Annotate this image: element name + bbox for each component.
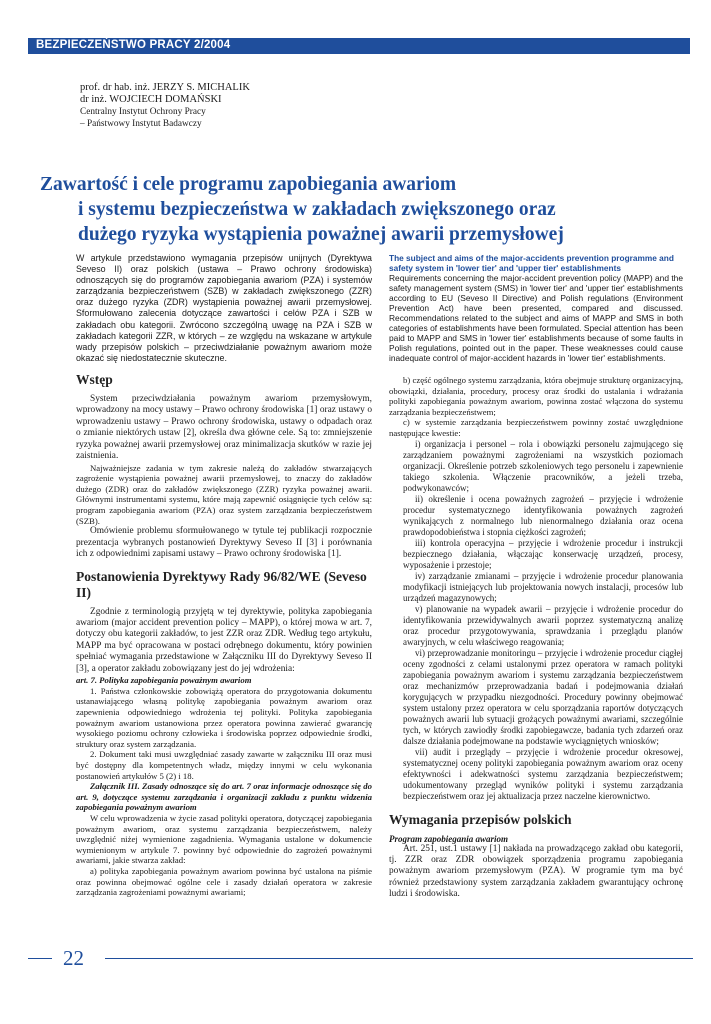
art7-paragraph-2: 2. Dokument taki musi uwzględniać zasady zawarte w załączniku III oraz musi być dostępny dla kompetentnych władz, między innymi w celu wykonania postanowień artykułów 5 (2) i 18. — [76, 749, 372, 781]
pl-subheading: Program zapobiegania awariom — [389, 833, 509, 844]
list-item-iv: iv) zarządzanie zmianami – przyjęcie i wdrożenie procedur planowania modyfikacji istniejących lub projektowania nowych instalacji, procesów lub urządzeń magazynowych; — [403, 570, 683, 603]
seveso-heading: Postanowienia Dyrektywy Rady 96/82/WE (Seveso II) — [76, 568, 367, 600]
author-1: prof. dr hab. inż. JERZY S. MICHALIK — [80, 82, 250, 93]
journal-header: BEZPIECZEŃSTWO PRACY 2/2004 — [36, 39, 231, 51]
author-2: dr inż. WOJCIECH DOMAŃSKI — [80, 94, 222, 105]
right-column — [389, 253, 683, 901]
list-item-i: i) organizacja i personel – rola i obowiązki personelu zajmującego się zarządzaniem poważnymi zagrożeniami na wszystkich poziomach organizacji. Określenie potrzeb szkoleniowych tego personelu i zapewnienie takiego szkolenia. Włączenie pracowników, a jeżeli trzeba, podwykonawców; — [403, 438, 683, 493]
list-item-iii: iii) kontrola operacyjna – przyjęcie i wdrożenie procedur i instrukcji bezpiecznego działania, włączając konserwację urządzeń, procesy, wyposażenie i przestoje; — [403, 537, 683, 570]
art7-paragraph-1: 1. Państwa członkowskie zobowiążą operatora do przygotowania dokumentu ustanawiającego własną politykę zapobiegania poważnym awariom oraz zapewnienia odpowiedniego wdrożenia tej polityki. Polityka zapobiegania poważnym awariom ustanowiona przez operatora powinna zawierać gwarancję wysokiego poziomu ochrony człowieka i środowiska poprzez odpowiednie środki, struktury oraz system zarządzania. — [76, 685, 372, 749]
pl-paragraph-1: Art. 251, ust.1 ustawy [1] nakłada na prowadzącego zakład obu kategorii, tj. ZZR oraz ZDR obowiązek sporządzenia programu zapobiegania poważnym awariom przemysłowym (PZA). W programie tym ma być również przedstawiony system zarządzania zakładem gwarantujący ochronę ludzi i środowiska. — [389, 843, 683, 900]
seveso-paragraph-1: Zgodnie z terminologią przyjętą w tej dyrektywie, polityka zapobiegania awariom (major accident prevention policy – MAPP), o której mowa w art. 7, dotyczy obu kategorii zakładów, to jest ZZR oraz ZDR. Według tego artykułu, MAPP ma być opracowana w postaci odrębnego dokumentu, który powinien spełniać wymagania przedstawione w Załączniku III do Dyrektywy Seveso II [3], a operator zakładu zobowiązany jest do jej wdrożenia: — [76, 606, 372, 674]
annex3-title: Załącznik III. Zasady odnoszące się do art. 7 oraz informacje odnoszące się do art. 9, dotyczące systemu zarządzania i organizacji zakładu z punktu widzenia zapobiegania poważnym awariom — [76, 781, 372, 813]
title-line-2: i systemu bezpieczeństwa w zakładach zwiększonego oraz — [78, 199, 556, 220]
page-number: 22 — [63, 946, 84, 970]
footer-rule — [105, 958, 693, 959]
list-item-vii: vii) audit i przeglądy – przyjęcie i wdrożenie procedur okresowej, systematycznej oceny polityki zapobiegania poważnym awariom oraz oceny efektywności i adekwatności systemu zarządzania bezpieczeństwem; udokumentowany przegląd wyników polityki i systemu zarządzania bezpieczeństwem oraz jej aktualizacja przez naczelne kierownictwo. — [403, 746, 683, 801]
institution-1: Centralny Instytut Ochrony Pracy — [80, 107, 206, 117]
abstract-pl: W artykule przedstawiono wymagania przepisów unijnych (Dyrektywa Seveso II) oraz polskich (ustawa – Prawo ochrony środowiska) odnoszących się do programów zapobiegania awariom (PZA) i systemów zarządzania bezpieczeństwem (SZB) w zakładach zwiększonego (ZZR) oraz dużego ryzyka (ZDR) wystąpienia poważnej awarii przemysłowej. Sformułowano zalecenia dotyczące zawartości i celów PZA i SZB w zakładach obu kategorii. Zwrócono szczególną uwagę na PZA i SZB w zakładach kategorii ZZR, w których – ze względu na wskazane w artykule wady przepisów polskich – przeciwdziałanie poważnym awariom może okazać się niedostatecznie skuteczne. — [76, 253, 372, 363]
list-item-ii: ii) określenie i ocena poważnych zagrożeń – przyjęcie i wdrożenie procedur systematycznego identyfikowania poważnych zagrożeń wynikających z normalnego lub nienormalnego działania oraz ocena prawdopodobieństwa i stopnia ciężkości zagrożeń; — [403, 493, 683, 537]
authors-block — [80, 82, 250, 130]
article-title — [40, 172, 660, 247]
annex3-item-c: c) w systemie zarządzania bezpieczeństwem powinny zostać uwzględnione następujące kwestie: — [389, 417, 683, 438]
institution-2: – Państwowy Instytut Badawczy — [80, 119, 202, 129]
abstract-en-title: The subject and aims of the major-accidents prevention programme and safety system in 'lower tier' and 'upper tier' establishments — [389, 253, 674, 273]
intro-paragraph-1: System przeciwdziałania poważnym awariom przemysłowym, wprowadzony na mocy ustawy – Prawo ochrony środowiska [1] oraz ustawy o wprowadzeniu ustawy – Prawo ochrony środowiska, ustawy o odpadach oraz o zmianie niektórych ustaw [2], określa dwa główne cele. Są to: zmniejszenie ryzyka poważnej awarii przemysłowej oraz minimalizacja skutków w razie jej zaistnienia. — [76, 393, 372, 462]
annex3-item-a: a) polityka zapobiegania poważnym awariom powinna być ustalona na piśmie oraz powinna obejmować ogólne cele i zasady działań operatora w zakresie zarządzania zagrożeniami poważnymi awariami; — [76, 865, 372, 898]
art7-title: art. 7. Polityka zapobiegania poważnym awariom — [76, 675, 252, 686]
list-item-vi: vi) przeprowadzanie monitoringu – przyjęcie i wdrożenie procedur ciągłej oceny zgodności z celami ustalonymi przez operatora w ramach polityki zapobiegania poważnym awariom i systemu zarządzania bezpieczeństwem oraz mechanizmów przeprowadzania badań i podejmowania działań korygujących w przypadku niezgodności. Procedury powinny obejmować system ustalony przez operatora w celu sporządzania raportów dotyczących poważnych awarii lub sytuacji grożących poważnymi awariami, szczególnie tych, w których zawiodły środki zapobiegawcze, badania tych zdarzeń oraz dalsze działania podejmowane na podstawie wyciągniętych wniosków; — [403, 647, 683, 746]
title-line-1: Zawartość i cele programu zapobiegania awariom — [40, 174, 457, 195]
list-item-v: v) planowanie na wypadek awarii – przyjęcie i wdrożenie procedur do identyfikowania przewidywalnych awarii poprzez systematyczną analizę oraz procedur przygotowywania, sprawdzania i przeglądu planów awaryjnych, w celu właściwego reagowania; — [403, 603, 683, 647]
left-column — [76, 253, 372, 898]
annex3-paragraph-1: W celu wprowadzenia w życie zasad polityki operatora, dotyczącej zapobiegania poważnym awariom, oraz systemu zarządzania bezpieczeństwem, należy uwzględnić niżej wymienione zagadnienia. Wymagania ustalone w dokumencie wymienionym w artykule 7. powinny być odpowiednie do zagrożeń poważnymi awariami, jakie stwarza zakład: — [76, 813, 372, 866]
footer-rule-left — [28, 958, 52, 959]
pl-heading: Wymagania przepisów polskich — [389, 811, 572, 827]
intro-paragraph-3: Omówienie problemu sformułowanego w tytule tej publikacji rozpocznie prezentacja wybranych postanowień Dyrektywy Seveso II [3] i porównania ich z odpowiednimi zapisami ustawy – Prawo ochrony środowiska [1]. — [76, 526, 372, 560]
intro-paragraph-2: Najważniejsze zadania w tym zakresie należą do zakładów stwarzających zagrożenie wystąpienia poważnej awarii przemysłowej, to znaczy do zakładów dużego (ZDR) oraz do zakładów zwiększonego (ZZR) ryzyka poważnej awarii. Głównymi instrumentami systemu, które mają zapewnić osiągnięcie tych celów są: program zapobiegania awariom (PZA) oraz system zarządzania bezpieczeństwem (SZB). — [76, 462, 372, 526]
intro-heading: Wstęp — [76, 371, 113, 387]
title-line-3: dużego ryzyka wystąpienia poważnej awarii przemysłowej — [78, 224, 564, 245]
abstract-en: Requirements concerning the major-accident prevention policy (MAPP) and the safety management system (SMS) in 'lower tier' and 'upper tier' establishments according to EU (Seveso II Directive) and Polish regulations (Environment Prevention Act) have been presented, compared and discussed. Recommendations related to the subject and aims of MAPP and SMS in both categories of establishments have been formulated. Special attention has been paid to MAPP and SMS in 'lower tier' establishments because of some faults in Polish regulations, pointed out in the paper. These weaknesses could cause inadequate control of major-accident hazards in 'lower tier' establishments. — [389, 273, 683, 363]
annex3-item-b: b) część ogólnego systemu zarządzania, która obejmuje strukturę organizacyjną, obowiązki, działania, procedury, procesy oraz środki do ustalania i wdrażania polityki zapobiegania poważnym awariom, powinna zostać włączona do systemu zarządzania bezpieczeństwem; — [389, 375, 683, 417]
